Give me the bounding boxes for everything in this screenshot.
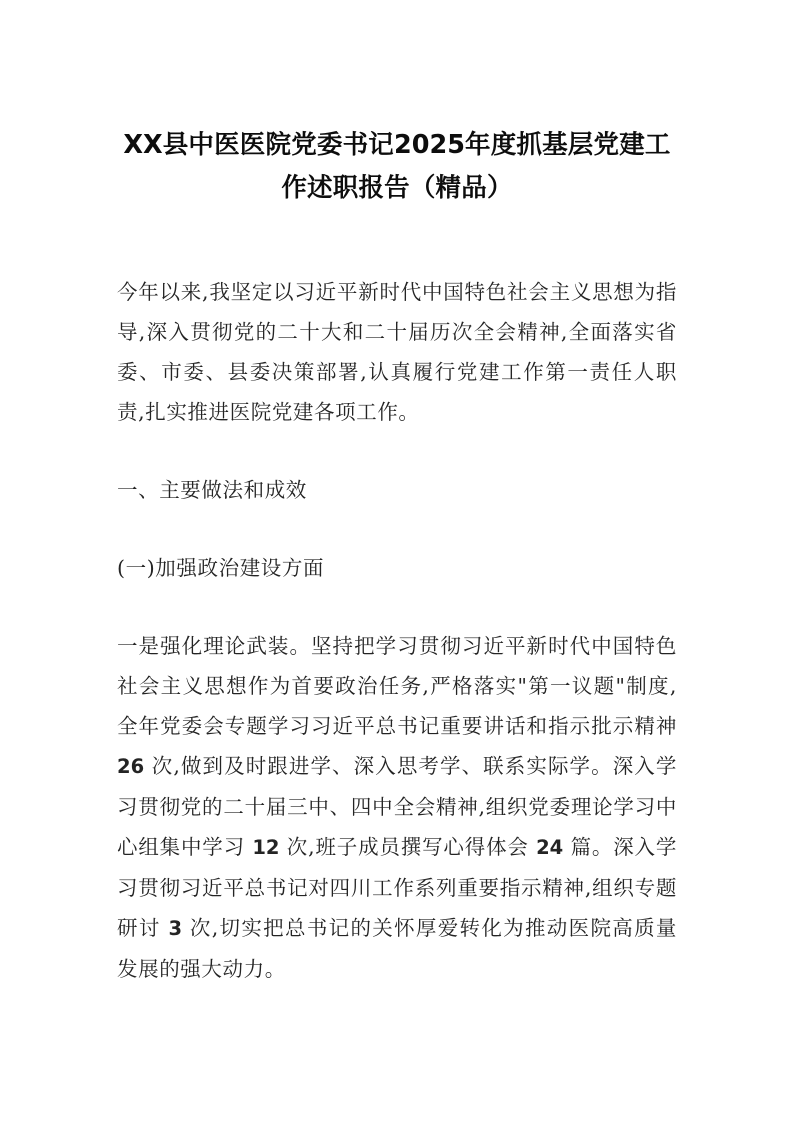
title-line-2: 职报告（精品） (332, 173, 513, 203)
title-cjk-segment-b: 年度抓基层党建工作述 (281, 130, 671, 203)
title-year: 2025 (394, 130, 465, 160)
page-title (117, 0, 677, 210)
subsection-heading-1-1: (一)加强政治建设方面 (117, 556, 325, 580)
inline-statistic: 24 (536, 836, 564, 859)
inline-text: 一是强化理论武装。坚持把学习贯彻习近平新时代中国特色社会主义思想作为首要政治任务,严格落实"第一议题"制度,全年党委会专题学习习近平总书记重要讲话和指示批示精神 (117, 634, 677, 738)
inline-text: 次,做到及时跟进学、深入思考学、联系实际学。深入学习贯彻党的二十届三中、四中全会精神,组织党委理论学习中心组集中学习 (117, 754, 677, 859)
inline-statistic: 3 (168, 917, 183, 940)
paragraph-spacer (117, 510, 677, 548)
inline-text: 篇。深入学习贯彻习近平总书记对四川工作系列重要指示精神,组织专题研讨 (117, 835, 677, 940)
paragraph-spacer (117, 588, 677, 626)
title-body-spacer (117, 210, 677, 272)
section-heading-1: 一、主要做法和成效 (117, 478, 307, 502)
paragraph-spacer (117, 432, 677, 470)
paragraph-body-1 (117, 626, 677, 989)
title-cjk-segment-a: 县中医医院党委书记 (162, 130, 395, 160)
title-latin-prefix: XX (123, 130, 163, 160)
inline-statistic: 26 (117, 755, 145, 778)
document-content (117, 0, 677, 989)
paragraph-intro: 今年以来,我坚定以习近平新时代中国特色社会主义思想为指导,深入贯彻党的二十大和二十届历次全会精神,全面落实省委、市委、县委决策部署,认真履行党建工作第一责任人职责,扎实推进医院党建各项工作。 (117, 280, 677, 424)
inline-text: 次,切实把总书记的关怀厚爱转化为推动医院高质量发展的强大动力。 (117, 916, 677, 981)
inline-text: 次,班子成员撰写心得体会 (279, 835, 537, 859)
inline-statistic: 12 (252, 836, 280, 859)
